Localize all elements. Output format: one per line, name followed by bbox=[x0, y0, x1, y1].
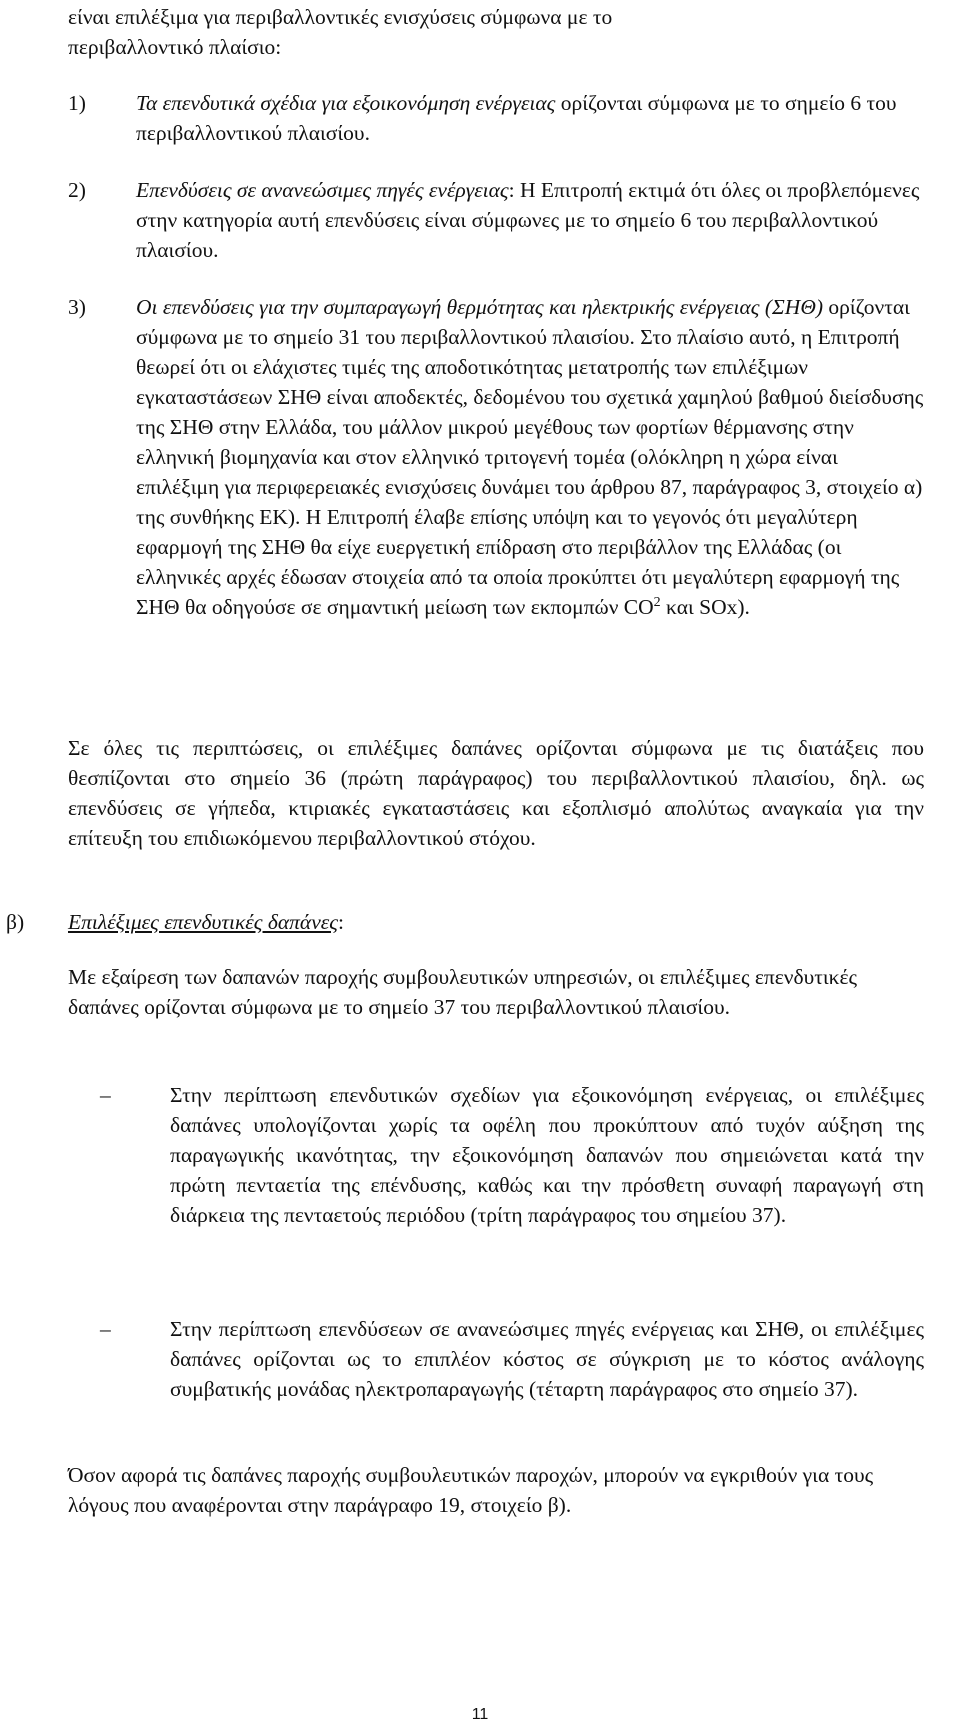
item-text: ορίζονται σύμφωνα με το σημείο 6 του περιβαλλοντικού πλαισίου. bbox=[136, 91, 897, 145]
dash-item-1 bbox=[100, 1080, 924, 1230]
list-item-1 bbox=[68, 88, 924, 148]
dash-item-2 bbox=[100, 1314, 924, 1404]
item-title: Οι επενδύσεις για την συμπαραγωγή θερμότητας και ηλεκτρικής ενέργειας (ΣΗΘ) bbox=[136, 295, 824, 319]
dash-bullet: – bbox=[100, 1083, 111, 1107]
dash-item-text: Στην περίπτωση επενδύσεων σε ανανεώσιμες πηγές ενέργειας και ΣΗΘ, οι επιλέξιμες δαπάνες ορίζονται ως το επιπλέον κόστος σε σύγκριση με το κόστος ανάλογης συμβατικής μονάδας ηλεκτροπαραγωγής (τέταρτη παράγραφος στο σημείο 37). bbox=[170, 1317, 924, 1401]
item-text-end: και SOx). bbox=[660, 595, 750, 619]
subscript-2: 2 bbox=[653, 594, 661, 610]
section-b-heading: β) Επιλέξιμες επενδυτικές δαπάνες: bbox=[68, 907, 924, 937]
paragraph-consulting: Όσον αφορά τις δαπάνες παροχής συμβουλευτικών παροχών, μπορούν να εγκριθούν για τους λόγους που αναφέρονται στην παράγραφο 19, στοιχείο β). bbox=[68, 1463, 874, 1517]
list-item-2 bbox=[68, 175, 924, 265]
item-text: ορίζονται σύμφωνα με το σημείο 31 του περιβαλλοντικού πλαισίου. Στο πλαίσιο αυτό, η Επιτροπή θεωρεί ότι οι ελάχιστες τιμές της αποδοτικότητας μετατροπής των επιλέξιμων εγκαταστάσεων ΣΗΘ είναι αποδεκτές, δεδομένου του σχετικά χαμηλού βαθμού διείσδυσης της ΣΗΘ στην Ελλάδα, του μάλλον μικρού μεγέθους των φορτίων θέρμανσης στην ελληνική βιομηχανία και στον ελληνικό τριτογενή τομέα (ολόκληρη η χώρα είναι επιλέξιμη για περιφερειακές ενισχύσεις δυνάμει του άρθρου 87, παράγραφος 3, στοιχείο α) της συνθήκης ΕΚ). Η Επιτροπή έλαβε επίσης υπόψη και το γεγονός ότι μεγαλύτερη εφαρμογή της ΣΗΘ θα είχε ευεργετική επίδραση στο περιβάλλον της Ελλάδας (οι ελληνικές αρχές έδωσαν στοιχεία από τα οποία προκύπτει ότι μεγαλύτερη εφαρμογή της ΣΗΘ θα οδηγούσε σε σημαντική μείωση των εκπομπών CO bbox=[136, 295, 924, 619]
item-text: : Η Επιτροπή εκτιμά ότι όλες οι προβλεπόμενες στην κατηγορία αυτή επενδύσεις είναι σύμφωνες με το σημείο 6 του περιβαλλοντικού πλαισίου. bbox=[136, 178, 920, 262]
page-number: 11 bbox=[471, 1706, 489, 1723]
list-number: 2) bbox=[68, 178, 86, 202]
item-title: Επενδύσεις σε ανανεώσιμες πηγές ενέργειας bbox=[136, 178, 509, 202]
dash-bullet: – bbox=[100, 1317, 111, 1341]
section-label: β) bbox=[6, 910, 25, 934]
paragraph-except: Με εξαίρεση των δαπανών παροχής συμβουλευτικών υπηρεσιών, οι επιλέξιμες επενδυτικές δαπάνες ορίζονται σύμφωνα με το σημείο 37 του περιβαλλοντικού πλαισίου. bbox=[68, 965, 858, 1019]
list-item-3 bbox=[68, 292, 924, 622]
intro-line-1: είναι επιλέξιμα για περιβαλλοντικές ενισχύσεις σύμφωνα με το bbox=[68, 5, 613, 29]
paragraph-all-cases: Σε όλες τις περιπτώσεις, οι επιλέξιμες δαπάνες ορίζονται σύμφωνα με τις διατάξεις που θεσπίζονται στο σημείο 36 (πρώτη παράγραφος) του περιβαλλοντικού πλαισίου, δηλ. ως επενδύσεις σε γήπεδα, κτιριακές εγκαταστάσεις και εξοπλισμό απολύτως αναγκαία για την επίτευξη του επιδιωκόμενου περιβαλλοντικού στόχου. bbox=[68, 736, 924, 850]
item-title: Τα επενδυτικά σχέδια για εξοικονόμηση ενέργειας bbox=[136, 91, 556, 115]
list-number: 3) bbox=[68, 295, 86, 319]
dash-item-text: Στην περίπτωση επενδυτικών σχεδίων για εξοικονόμηση ενέργειας, οι επιλέξιμες δαπάνες υπολογίζονται χωρίς τα οφέλη που προκύπτουν από τυχόν αύξηση της παραγωγικής ικανότητας, την εξοικονόμηση δαπανών που σημειώνεται κατά την πρώτη πενταετία της επένδυσης, καθώς και την πρόσθετη συναφή παραγωγή στη διάρκεια της πενταετούς περιόδου (τρίτη παράγραφος του σημείου 37). bbox=[170, 1083, 924, 1227]
intro-line-2: περιβαλλοντικό πλαίσιο: bbox=[68, 35, 282, 59]
intro-paragraph bbox=[68, 2, 924, 62]
section-title: Επιλέξιμες επενδυτικές δαπάνες bbox=[68, 910, 338, 934]
list-number: 1) bbox=[68, 91, 86, 115]
